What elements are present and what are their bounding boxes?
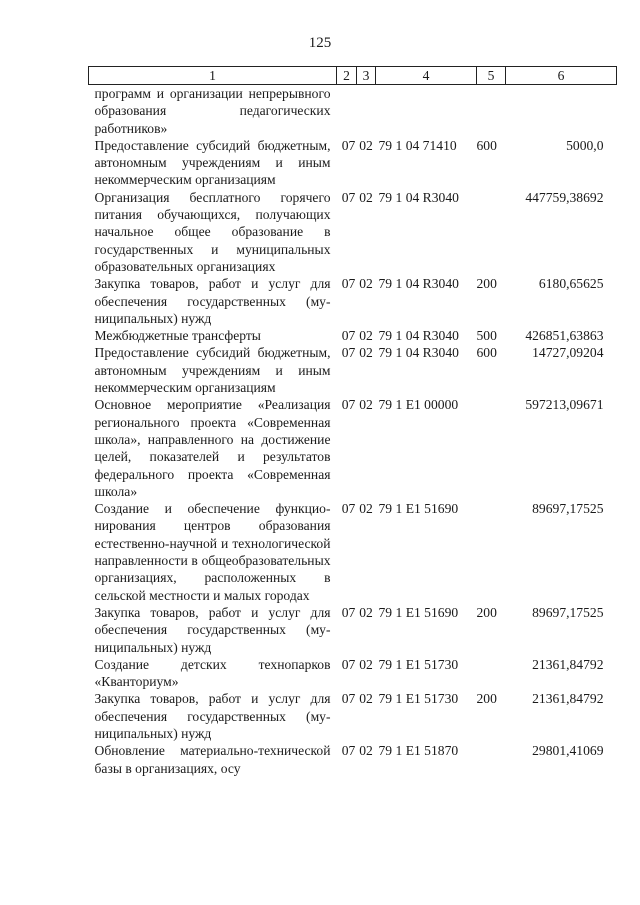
row-section: 07 (341, 189, 356, 205)
table-body (89, 85, 617, 777)
row-section (337, 85, 357, 137)
row-subsection: 02 (359, 501, 373, 517)
budget-table (88, 66, 617, 777)
row-expense-type (477, 85, 506, 137)
row-subsection: 02 (359, 656, 373, 672)
row-target-code: 79 1 E1 00000 (378, 397, 459, 413)
row-name: Закупка товаров, работ и услуг для обеспечения государственных (муниципальных) нужд (94, 276, 331, 326)
table-row (89, 327, 617, 344)
row-subsection: 02 (359, 743, 373, 759)
row-subsection (357, 85, 376, 137)
row-section: 07 (341, 743, 356, 759)
row-expense-type (477, 500, 506, 604)
row-target-code: 79 1 E1 51690 (378, 501, 459, 517)
row-name: Предоставление субсидий бюджетным, автономным учреждениям и иным некоммерческим организациям (94, 345, 331, 396)
table-row (89, 604, 617, 656)
row-name: Создание детских технопарков «Кванториум» (94, 656, 331, 690)
row-subsection: 02 (359, 604, 373, 620)
row-amount (506, 85, 617, 137)
row-section: 07 (341, 345, 356, 361)
row-amount: 447759,38692 (525, 189, 604, 205)
row-target-code: 79 1 E1 51870 (378, 743, 459, 759)
row-subsection: 02 (359, 137, 373, 153)
table-row (89, 690, 617, 742)
row-name: Закупка товаров, работ и услуг для обеспечения государственных (муниципальных) нужд (94, 604, 331, 655)
row-expense-type: 600 (476, 345, 497, 361)
column-header-subsection: 3 (357, 67, 376, 85)
row-name: Основное мероприятие «Реализация регионального проекта «Современная школа», направленного на достижение целей, показателей и результатов федерального проекта «Современная школа» (94, 397, 331, 499)
row-target-code: 79 1 04 R3040 (378, 328, 459, 344)
table-row (89, 500, 617, 604)
row-amount: 6180,65625 (538, 276, 604, 292)
column-header-amount: 6 (506, 67, 617, 85)
row-target-code: 79 1 04 71410 (378, 137, 457, 153)
row-section: 07 (341, 604, 356, 620)
row-name: Организация бесплатного горячего питания обучающихся, получающих начальное общее образование в государственных и муниципальных образовательных организациях (94, 189, 331, 274)
row-expense-type: 200 (476, 276, 497, 292)
table-row (89, 189, 617, 275)
row-name: Предоставление субсидий бюджетным, автономным учреждениям и иным некоммерческим организациям (94, 137, 331, 188)
row-section: 07 (341, 276, 356, 292)
column-header-target-code: 4 (376, 67, 477, 85)
row-target-code (376, 85, 477, 137)
table-row (89, 656, 617, 691)
row-target-code: 79 1 04 R3040 (378, 276, 459, 292)
row-target-code: 79 1 04 R3040 (378, 189, 459, 205)
table-row (89, 137, 617, 189)
page-number: 125 (308, 35, 332, 51)
row-section: 07 (341, 656, 356, 672)
row-expense-type: 200 (476, 604, 497, 620)
row-target-code: 79 1 E1 51730 (378, 656, 459, 672)
table-row (89, 396, 617, 500)
header-row (89, 67, 617, 85)
table-row (89, 742, 617, 777)
column-header-name: 1 (89, 67, 337, 85)
row-expense-type (477, 396, 506, 500)
row-amount: 5000,0 (566, 137, 604, 153)
row-section: 07 (341, 691, 356, 707)
row-target-code: 79 1 04 R3040 (378, 345, 459, 361)
column-header-section: 2 (337, 67, 357, 85)
row-subsection: 02 (359, 691, 373, 707)
table-header (89, 67, 617, 85)
row-subsection: 02 (359, 189, 373, 205)
row-amount: 21361,84792 (532, 656, 604, 672)
row-amount: 21361,84792 (532, 691, 604, 707)
row-subsection: 02 (359, 328, 373, 344)
row-expense-type (477, 656, 506, 691)
row-section: 07 (341, 328, 356, 344)
row-target-code: 79 1 E1 51690 (378, 604, 459, 620)
row-expense-type: 500 (476, 328, 497, 344)
row-target-code: 79 1 E1 51730 (378, 691, 459, 707)
row-section: 07 (341, 397, 356, 413)
row-expense-type: 600 (476, 137, 497, 153)
row-amount: 14727,09204 (532, 345, 604, 361)
row-name: Обновление материально-технической базы в организациях, осу (94, 743, 331, 776)
row-name: Закупка товаров, работ и услуг для обеспечения государственных (муниципальных) нужд (94, 691, 331, 741)
row-section: 07 (341, 137, 356, 153)
row-amount: 426851,63863 (525, 328, 604, 344)
row-expense-type (477, 742, 506, 777)
row-subsection: 02 (359, 397, 373, 413)
table-row (89, 344, 617, 396)
table-row (89, 275, 617, 327)
table-row (89, 85, 617, 137)
row-amount: 597213,09671 (525, 397, 604, 413)
row-name: Межбюджетные трансферты (94, 328, 261, 344)
column-header-expense-type: 5 (477, 67, 506, 85)
row-expense-type (477, 189, 506, 275)
row-subsection: 02 (359, 276, 373, 292)
row-expense-type: 200 (476, 691, 497, 707)
row-subsection: 02 (359, 345, 373, 361)
row-section: 07 (341, 501, 356, 517)
row-name: Создание и обеспечение функционирования центров образования естественно-научной и технологической направленности в общеобразовательных организациях, расположенных в сельской местности и малых городах (94, 501, 331, 603)
row-amount: 29801,41069 (532, 743, 604, 759)
row-amount: 89697,17525 (532, 604, 604, 620)
row-name: программ и организации непрерывного образования педагогических работников» (94, 86, 331, 136)
row-amount: 89697,17525 (532, 501, 604, 517)
